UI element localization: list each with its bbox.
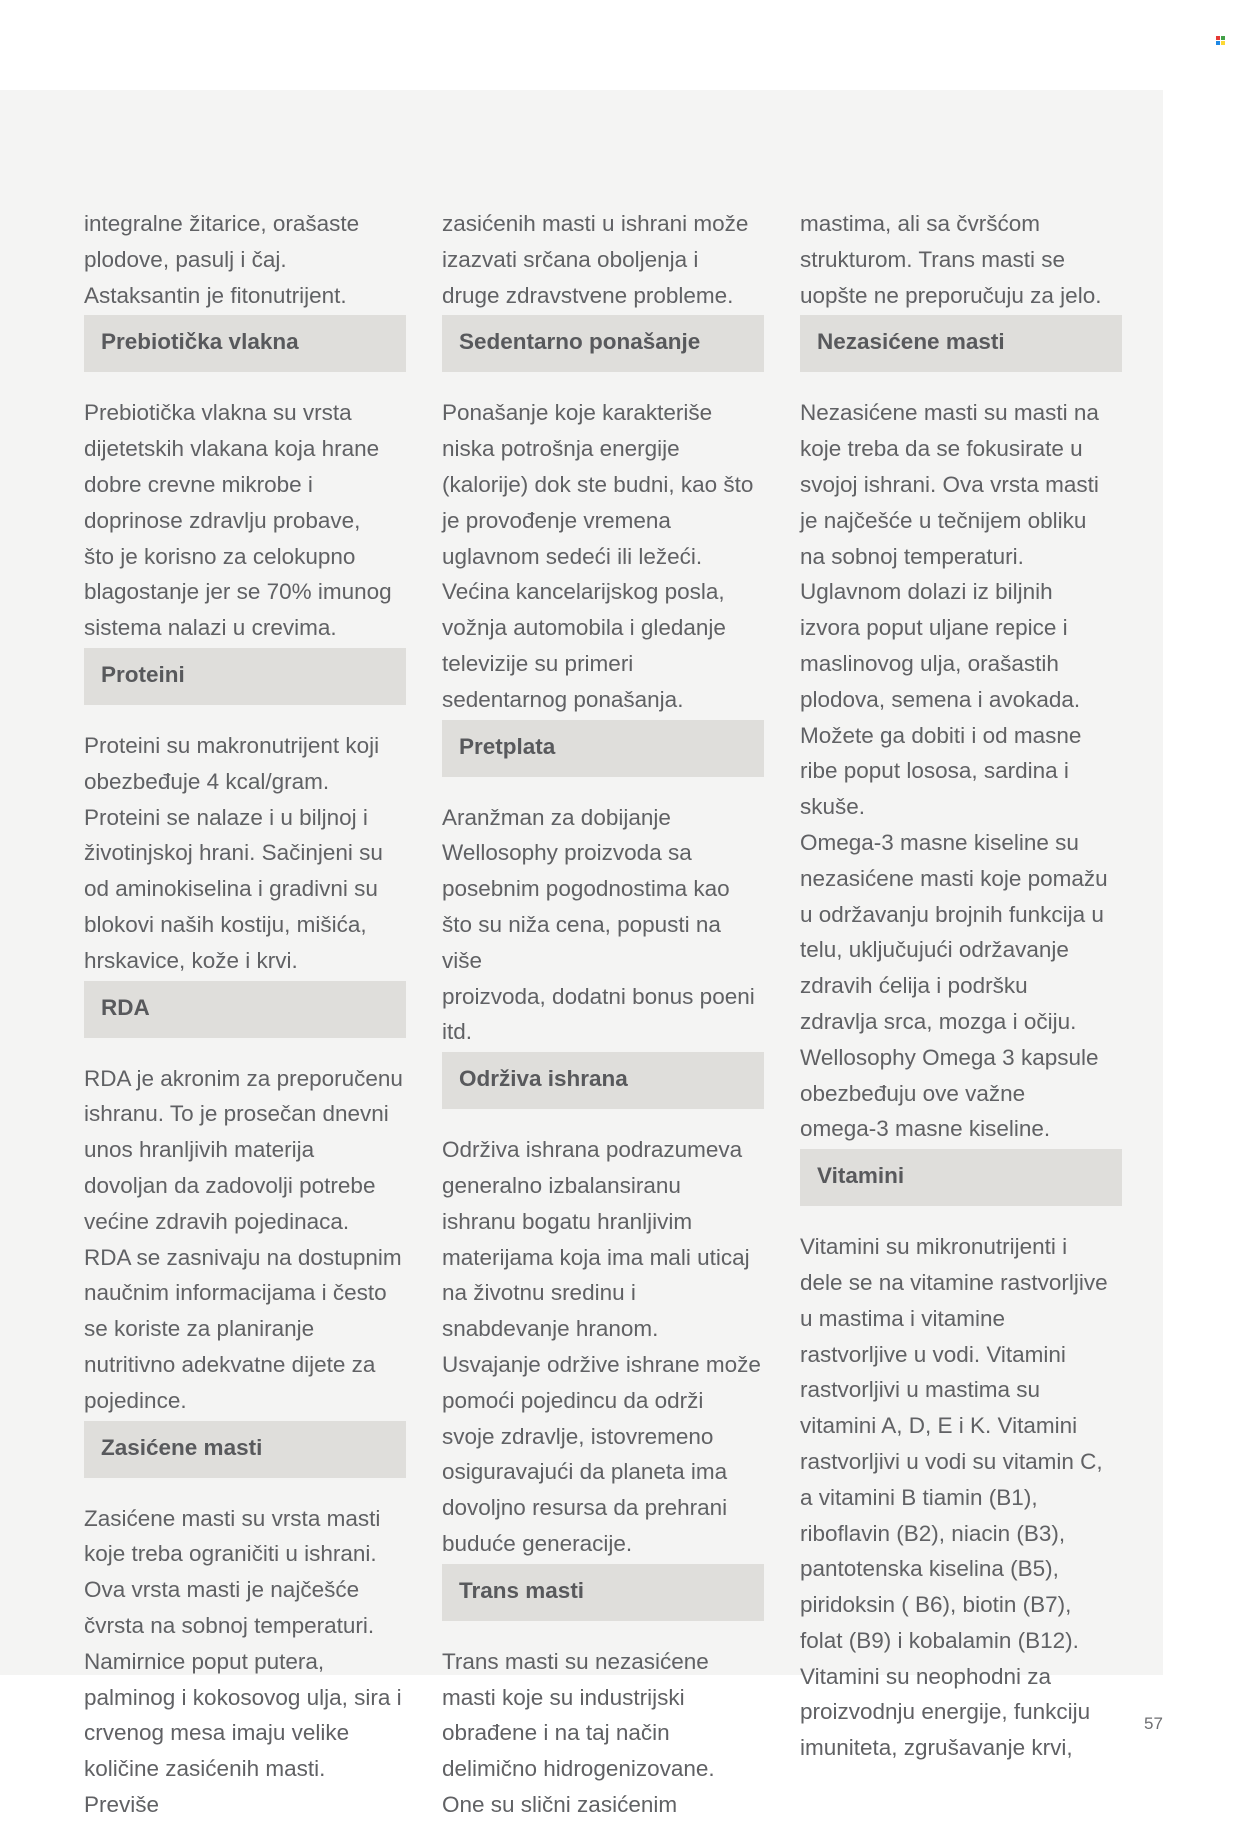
paragraph: Zasićene masti su vrsta masti koje treba ograničiti u ishrani. Ova vrsta masti je najčešće čvrsta na sobnoj temperaturi. Namirnice poput putera, palminog i kokosovog ulja, sira i crvenog mesa imaju velike količine zasićenih masti. Previše	[84, 1505, 402, 1817]
column-1	[84, 206, 406, 1823]
paragraph: Trans masti su nezasićene masti koje su industrijski obrađene i na taj način delimično hidrogenizovane. One su slični zasićenim	[442, 1648, 715, 1817]
paragraph: mastima, ali sa čvršćom strukturom. Trans masti se uopšte ne preporučuju za jelo.	[800, 211, 1102, 308]
column-3	[800, 206, 1122, 1766]
paragraph: Vitamini su mikronutrijenti i dele se na vitamine rastvorljive u mastima i vitamine rastvorljive u vodi. Vitamini rastvorljivi u mastima su vitamini A, D, E i K. Vitamini rastvorljivi u vodi su vitamin C, a vitamini B tiamin (B1), riboflavin (B2), niacin (B3), pantotenska kiselina (B5), piridoksin ( B6), biotin (B7), folat (B9) i kobalamin (B12). Vitamini su neophodni za proizvodnju energije, funkciju imuniteta, zgrušavanje krvi,	[800, 1234, 1108, 1761]
paragraph: RDA je akronim za preporučenu ishranu. To je prosečan dnevni unos hranljivih materija dovoljan da zadovolji potrebe većine zdravih pojedinaca. RDA se zasnivaju na dostupnim naučnim informacijama i često se koriste za planiranje nutritivno adekvatne dijete za pojedince.	[84, 1065, 403, 1413]
paragraph: Prebiotička vlakna su vrsta dijetetskih vlakana koja hrane dobre crevne mikrobe i doprinose zdravlju probave, što je korisno za celokupno blagostanje jer se 70% imunog sistema nalazi u crevima.	[84, 400, 392, 641]
paragraph: Aranžman za dobijanje Wellosophy proizvoda sa posebnim pogodnostima kao što su niža cena, popusti na više proizvoda, dodatni bonus poeni itd.	[442, 804, 755, 1045]
column-2	[442, 206, 764, 1823]
section-heading-zasicene-masti: Zasićene masti	[84, 1421, 406, 1478]
paragraph: Nezasićene masti su masti na koje treba da se fokusirate u svojoj ishrani. Ova vrsta masti je najčešće u tečnijem obliku na sobnoj temperaturi. Uglavnom dolazi iz biljnih izvora poput uljane repice i maslinovog ulja, orašastih plodova, semena i avokada. Možete ga dobiti i od masne ribe poput lososa, sardina i skuše. Omega-3 masne kiseline su nezasićene masti koje pomažu u održavanju brojnih funkcija u telu, uključujući održavanje zdravih ćelija i podršku zdravlja srca, mozga i očiju. Wellosophy Omega 3 kapsule obezbeđuju ove važne omega-3 masne kiseline.	[800, 400, 1108, 1142]
section-heading-proteini: Proteini	[84, 648, 406, 705]
paragraph: Proteini su makronutrijent koji obezbeđuje 4 kcal/gram. Proteini se nalaze i u biljnoj i životinjskoj hrani. Sačinjeni su od aminokiselina i gradivni su blokovi naših kostiju, mišića, hrskavice, kože i krvi.	[84, 732, 383, 973]
section-heading-trans-masti: Trans masti	[442, 1564, 764, 1621]
section-heading-vitamini: Vitamini	[800, 1149, 1122, 1206]
section-heading-sedentarno-ponasanje: Sedentarno ponašanje	[442, 315, 764, 372]
paragraph: Ponašanje koje karakteriše niska potrošnja energije (kalorije) dok ste budni, kao što je provođenje vremena uglavnom sedeći ili ležeći. Većina kancelarijskog posla, vožnja automobila i gledanje televizije su primeri sedentarnog ponašanja.	[442, 400, 754, 712]
paragraph: integralne žitarice, orašaste plodove, pasulj i čaj. Astaksantin je fitonutrijent.	[84, 211, 360, 308]
section-heading-odrziva-ishrana: Održiva ishrana	[442, 1052, 764, 1109]
page-number: 57	[1144, 1714, 1163, 1733]
section-heading-pretplata: Pretplata	[442, 720, 764, 777]
paragraph: zasićenih masti u ishrani može izazvati srčana oboljenja i druge zdravstvene probleme.	[442, 211, 749, 308]
paragraph: Održiva ishrana podrazumeva generalno izbalansiranu ishranu bogatu hranljivim materijama koja ima mali uticaj na životnu sredinu i snabdevanje hranom. Usvajanje održive ishrane može pomoći pojedincu da održi svoje zdravlje, istovremeno osiguravajući da planeta ima dovoljno resursa da prehrani buduće generacije.	[442, 1137, 761, 1556]
section-heading-rda: RDA	[84, 981, 406, 1038]
corner-color-mark-icon	[1216, 36, 1225, 45]
section-heading-prebioticka-vlakna: Prebiotička vlakna	[84, 315, 406, 372]
section-heading-nezasicene-masti: Nezasićene masti	[800, 315, 1122, 372]
